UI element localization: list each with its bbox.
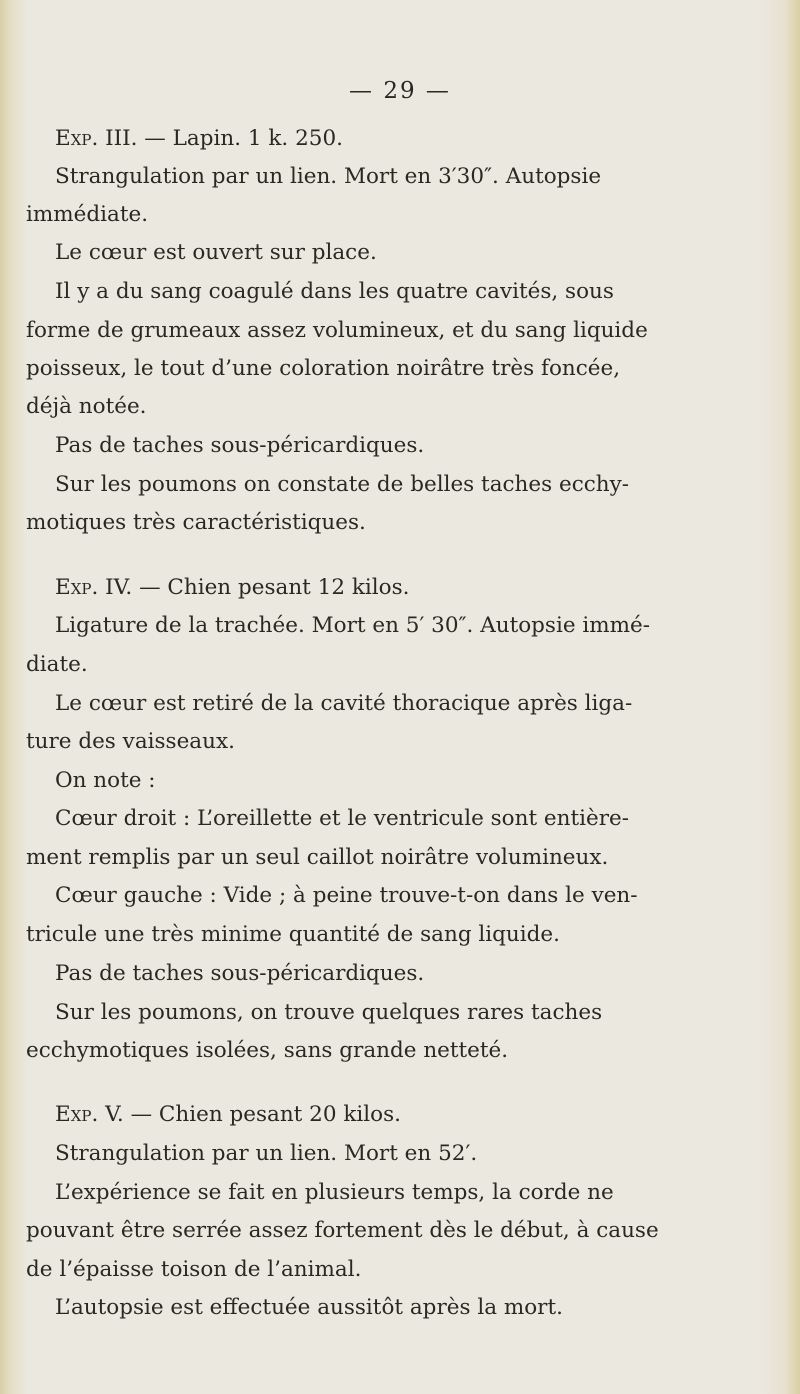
text-line: Le cœur est retiré de la cavité thoracique après liga- — [55, 691, 633, 716]
text-line: pouvant être serrée assez fortement dès le début, à cause — [26, 1218, 659, 1243]
experiment-label: Exp. — [55, 575, 99, 600]
text-line: Strangulation par un lien. Mort en 52′. — [55, 1141, 478, 1166]
text-line: déjà notée. — [26, 394, 147, 419]
text-line: Sur les poumons, on trouve quelques rares taches — [55, 1000, 603, 1025]
text-line: motiques très caractéristiques. — [26, 510, 366, 535]
experiment-label: Exp. — [55, 126, 99, 151]
exp-v-heading: Exp. V. — Chien pesant 20 kilos. — [55, 1102, 401, 1127]
text-line: ment remplis par un seul caillot noirâtre volumineux. — [26, 845, 609, 870]
text-line: Il y a du sang coagulé dans les quatre cavités, sous — [55, 279, 614, 304]
text-line: poisseux, le tout d’une coloration noirâtre très foncée, — [26, 356, 621, 381]
text-line: forme de grumeaux assez volumineux, et du sang liquide — [26, 318, 648, 343]
text-line: L’autopsie est effectuée aussitôt après la mort. — [55, 1295, 563, 1320]
text-line: Ligature de la trachée. Mort en 5′ 30″. Autopsie immé- — [55, 613, 651, 638]
text-line: Sur les poumons on constate de belles taches ecchy- — [55, 472, 630, 497]
text-line: Le cœur est ouvert sur place. — [55, 240, 377, 265]
text-line: Pas de taches sous-péricardiques. — [55, 433, 425, 458]
text-line: ture des vaisseaux. — [26, 729, 235, 754]
text-line: Strangulation par un lien. Mort en 3′30″. Autopsie — [55, 164, 602, 189]
text-line: Pas de taches sous-péricardiques. — [55, 961, 425, 986]
text-line: de l’épaisse toison de l’animal. — [26, 1257, 362, 1282]
page-number: — 29 — — [349, 78, 451, 104]
text-line: tricule une très minime quantité de sang liquide. — [26, 922, 560, 947]
text-line: On note : — [55, 768, 156, 793]
exp-iv-heading: Exp. IV. — Chien pesant 12 kilos. — [55, 575, 410, 600]
text-line: L’expérience se fait en plusieurs temps, la corde ne — [55, 1180, 614, 1205]
text-line: immédiate. — [26, 202, 149, 227]
text-line: Cœur gauche : Vide ; à peine trouve-t-on dans le ven- — [55, 883, 638, 908]
text-line: ecchymotiques isolées, sans grande netteté. — [26, 1038, 509, 1063]
text-line: Cœur droit : L’oreillette et le ventricule sont entière- — [55, 806, 630, 831]
exp-iii-heading: Exp. III. — Lapin. 1 k. 250. — [55, 126, 343, 151]
text-line: diate. — [26, 652, 88, 677]
experiment-label: Exp. — [55, 1102, 99, 1127]
